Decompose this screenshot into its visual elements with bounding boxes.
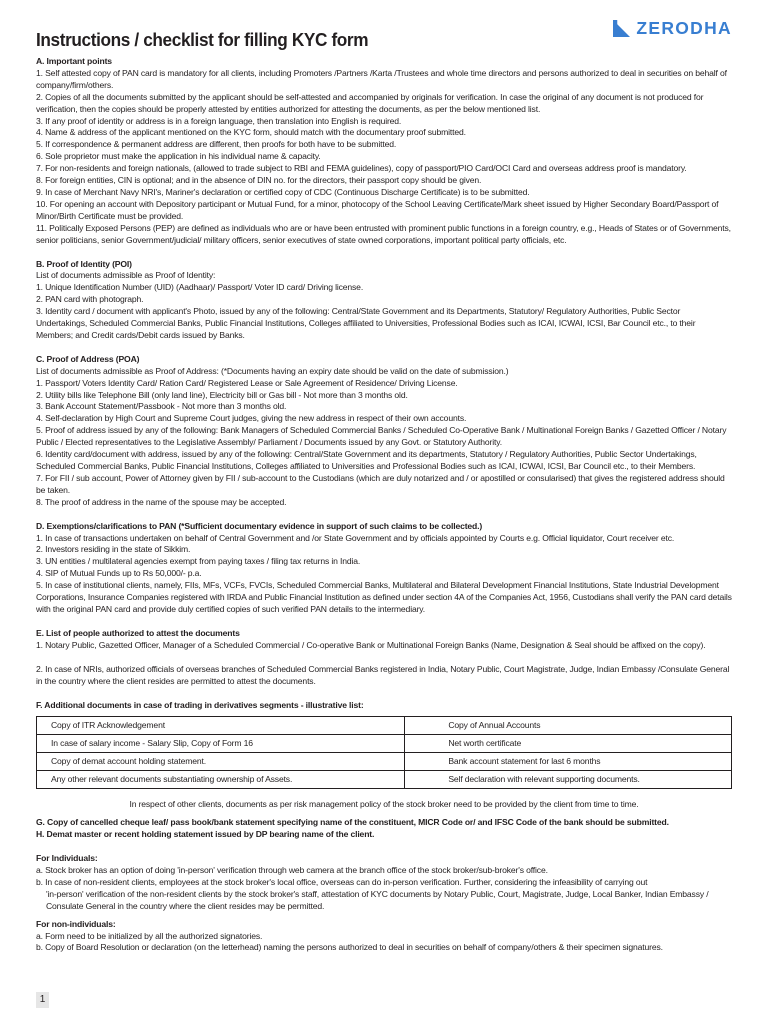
section-g: G. Copy of cancelled cheque leaf/ pass book/bank statement specifying name of the constituent, MICR Code or/ and IFSC Code of the bank should be submitted. — [36, 817, 669, 828]
section-d-heading: D. Exemptions/clarifications to PAN (*Sufficient documentary evidence in support of such claims to be collected.) — [36, 520, 483, 531]
section-a-item: 8. For foreign entities, CIN is optional; and in the absence of DIN no. for the directors, their passport copy should be given. — [36, 175, 482, 186]
section-c-heading: C. Proof of Address (POA) — [36, 353, 140, 364]
table-cell: Copy of demat account holding statement. — [37, 753, 405, 771]
section-a-item: 1. Self attested copy of PAN card is mandatory for all clients, including Promoters /Partners /Karta /Trustees and whole time directors and persons authorized to deal in securities on behalf of company/firm/others. — [36, 67, 727, 90]
section-b-item: 1. Unique Identification Number (UID) (Aadhaar)/ Passport/ Voter ID card/ Driving license. — [36, 282, 364, 293]
section-c-item: 3. Bank Account Statement/Passbook - Not more than 3 months old. — [36, 401, 287, 412]
brand-name: ZERODHA — [636, 18, 732, 38]
section-b-heading: B. Proof of Identity (POI) — [36, 258, 132, 269]
table-cell: Bank account statement for last 6 months — [405, 753, 732, 771]
section-e-heading: E. List of people authorized to attest the documents — [36, 627, 240, 638]
table-row — [37, 771, 732, 789]
section-d-item: 4. SIP of Mutual Funds up to Rs 50,000/- p.a. — [36, 568, 202, 579]
section-a-heading: A. Important points — [36, 56, 112, 66]
non-individuals-heading: For non-individuals: — [36, 918, 116, 929]
individuals-item-continued: 'in-person' verification of the non-resident clients by the stock broker's staff, attestation of KYC documents by Notary Public, Court, Magistrate, Judge, Local Banker, Indian Embassy / Consulate General in the country where the client resides may be permitted. — [46, 888, 709, 911]
section-c-item: 8. The proof of address in the name of the spouse may be accepted. — [36, 496, 287, 507]
zerodha-logo-icon — [613, 20, 630, 37]
section-c-item: 6. Identity card/document with address, issued by any of the following: Central/State Government and its departments, Statutory / Regulatory Authorities, Public Sector Undertakings, Scheduled Commercial Banks, Public Financial Institutions, Colleges affiliated to Universities and Professional Bodies such as ICAI, ICWAI, ICSI, Bar Council etc., to their Members. — [36, 449, 697, 471]
section-a-item: 3. If any proof of identity or address is in a foreign language, then translation into English is required. — [36, 115, 402, 126]
table-row — [37, 717, 732, 735]
non-individuals-item: b. Copy of Board Resolution or declaration (on the letterhead) naming the persons authorized to deal in securities on behalf of company/others & their specimen signatures. — [36, 942, 663, 953]
section-d-item: 1. In case of transactions undertaken on behalf of Central Government and /or State Government and by officials appointed by Courts e.g. Official liquidator, Court receiver etc. — [36, 532, 675, 543]
section-a-item: 5. If correspondence & permanent address are different, then proofs for both have to be submitted. — [36, 139, 397, 150]
section-b-item: 2. PAN card with photograph. — [36, 294, 144, 305]
individuals-item: b. In case of non-resident clients, employees at the stock broker's local office, overseas can do in-person verification. Further, considering the infeasibility of carrying out — [36, 876, 648, 887]
section-c-item: 2. Utility bills like Telephone Bill (only land line), Electricity bill or Gas bill - Not more than 3 months old. — [36, 389, 408, 400]
document-body — [36, 56, 732, 954]
section-f-heading: F. Additional documents in case of trading in derivatives segments - illustrative list: — [36, 699, 364, 710]
table-cell: Net worth certificate — [405, 735, 732, 753]
section-c-item: 7. For FII / sub account, Power of Attorney given by FII / sub-account to the Custodians (which are duly notarized and / or apostilled or consularised) that gives the registered address should be taken. — [36, 472, 725, 495]
individuals-item: a. Stock broker has an option of doing 'in-person' verification through web camera at the branch office of the stock broker/sub-broker's office. — [36, 865, 548, 876]
section-d-item: 3. UN entities / multilateral agencies exempt from paying taxes / filing tax returns in India. — [36, 556, 361, 567]
table-row — [37, 753, 732, 771]
section-d-item: 2. Investors residing in the state of Sikkim. — [36, 544, 191, 555]
section-a-item: 7. For non-residents and foreign nationals, (allowed to trade subject to RBI and FEMA guidelines), copy of passport/PIO Card/OCI Card and overseas address proof is mandatory. — [36, 163, 687, 174]
derivatives-documents-table — [36, 716, 732, 789]
section-a-item: 10. For opening an account with Depository participant or Mutual Fund, for a minor, photocopy of the School Leaving Certificate/Mark sheet issued by Higher Secondary Board/Passport of Minor/Birth Certificate must be provided. — [36, 198, 719, 221]
individuals-heading: For Individuals: — [36, 853, 98, 864]
section-h: H. Demat master or recent holding statement issued by DP bearing name of the client. — [36, 829, 375, 840]
section-a-item: 2. Copies of all the documents submitted by the applicant should be self-attested and accompanied by originals for verification. In case the original of any document is not produced for verification, then the copies should be properly attested by entities authorized for attesting the documents, as per the below mentioned list. — [36, 91, 704, 114]
section-f-note: In respect of other clients, documents as per risk management policy of the stock broker need to be provided by the client from time to time. — [129, 799, 639, 810]
section-e-item: 1. Notary Public, Gazetted Officer, Manager of a Scheduled Commercial / Co-operative Bank or Multinational Foreign Banks (Name, Designation & Seal should be affixed on the copy). — [36, 639, 706, 650]
section-c-item: 5. Proof of address issued by any of the following: Bank Managers of Scheduled Commercial Banks / Scheduled Co-Operative Bank / Multinational Foreign Banks / Gazetted Officer / Notary Public / Elected representatives to the Legislative Assembly/ Parliament / Documents issued by any Govt. or Statutory Authority. — [36, 425, 727, 448]
section-a-item: 4. Name & address of the applicant mentioned on the KYC form, should match with the documentary proof submitted. — [36, 127, 466, 138]
section-a-item: 9. In case of Merchant Navy NRI's, Mariner's declaration or certified copy of CDC (Continuous Discharge Certificate) is to be submitted. — [36, 186, 530, 197]
page-title: Instructions / checklist for filling KYC form — [36, 29, 369, 50]
section-b-item: 3. Identity card / document with applicant's Photo, issued by any of the following: Central/State Government and its Departments, Statutory/ Regulatory Authorities, Public Sector Undertakings, Scheduled Commercial Banks, Public Financial Institutions, Colleges affiliated to Universities, Professional Bodies such as ICAI, ICWAI, ICSI, Bar Council etc., to their Members; and Credit cards/Debit cards issued by Banks. — [36, 306, 696, 340]
table-cell: In case of salary income - Salary Slip, Copy of Form 16 — [37, 735, 405, 753]
non-individuals-item: a. Form need to be initialized by all the authorized signatories. — [36, 930, 263, 941]
table-cell: Copy of Annual Accounts — [405, 717, 732, 735]
section-a-item: 11. Politically Exposed Persons (PEP) are defined as individuals who are or have been entrusted with prominent public functions in a foreign country, e.g., Heads of States or of Governments, senior politicians, senior Government/judicial/ military officers, senior executives of state owned corporations, important political party officials, etc. — [36, 222, 731, 245]
table-cell: Copy of ITR Acknowledgement — [37, 717, 405, 735]
kyc-instructions-page — [36, 0, 732, 1024]
zerodha-logo — [613, 18, 732, 39]
section-c-item: 1. Passport/ Voters Identity Card/ Ration Card/ Registered Lease or Sale Agreement of Residence/ Driving License. — [36, 377, 458, 388]
table-row — [37, 735, 732, 753]
section-c-item: 4. Self-declaration by High Court and Supreme Court judges, giving the new address in respect of their own accounts. — [36, 413, 467, 424]
table-cell: Any other relevant documents substantiating ownership of Assets. — [37, 771, 405, 789]
page-number: 1 — [36, 992, 49, 1008]
table-cell: Self declaration with relevant supporting documents. — [405, 771, 732, 789]
section-e-item: 2. In case of NRIs, authorized officials of overseas branches of Scheduled Commercial Banks registered in India, Notary Public, Court Magistrate, Judge, Indian Embassy /Consulate General in the country where the client resides are permitted to attest the documents. — [36, 663, 730, 686]
section-b-intro: List of documents admissible as Proof of Identity: — [36, 270, 216, 281]
section-c-intro: List of documents admissible as Proof of Address: (*Documents having an expiry date should be valid on the date of submission.) — [36, 365, 509, 376]
section-d-item: 5. In case of institutional clients, namely, FIIs, MFs, VCFs, FVCIs, Scheduled Commercial Banks, Multilateral and Bilateral Development Financial Institutions, State Industrial Development Corporations, Insurance Companies registered with IRDA and Public Financial Institution as defined under section 4A of the Companies Act, 1956, Custodians shall verify the PAN card details with the original PAN card and provide duly certified copies of such verified PAN details to the intermediary. — [36, 580, 732, 614]
section-a-item: 6. Sole proprietor must make the application in his individual name & capacity. — [36, 151, 321, 162]
